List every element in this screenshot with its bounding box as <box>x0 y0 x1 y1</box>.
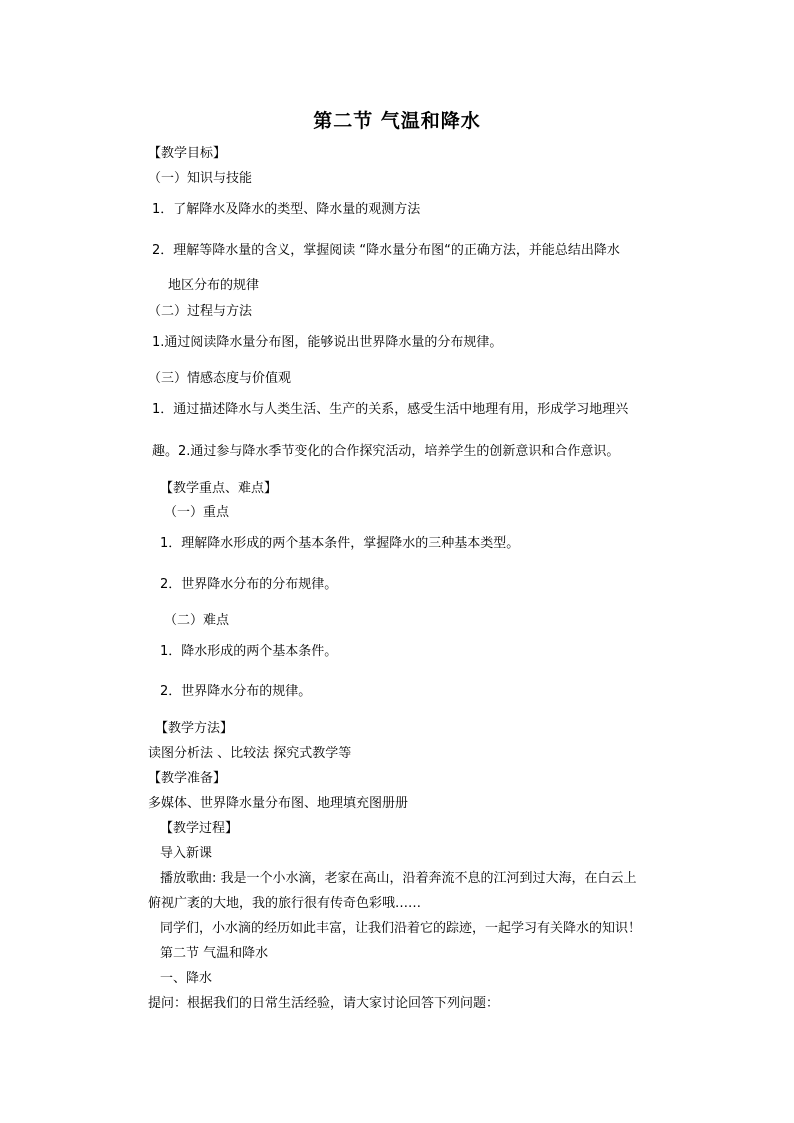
keypoints-heading: 【教学重点、难点】 <box>160 481 278 496</box>
methods-heading: 【教学方法】 <box>155 721 234 736</box>
part-1-heading: 一、降水 <box>160 971 213 986</box>
intro-paragraph-1: 播放歌曲: 我是一个小水滴，老家在高山，沿着奔流不息的江河到过大海，在白云上 <box>160 871 637 886</box>
knowledge-item-1: 1．了解降水及降水的类型、降水量的观测方法 <box>152 202 421 217</box>
process2-heading: 【教学过程】 <box>160 821 239 836</box>
process-heading: （二）过程与方法 <box>148 304 253 319</box>
difficulty-item-2: 2．世界降水分布的规律。 <box>160 684 312 699</box>
focus-item-1: 1．理解降水形成的两个基本条件，掌握降水的三种基本类型。 <box>160 536 520 551</box>
section-title: 第二节 气温和降水 <box>160 946 269 961</box>
emotion-item-1: 1．通过描述降水与人类生活、生产的关系，感受生活中地理有用，形成学习地理兴 <box>152 402 629 417</box>
prep-text: 多媒体、世界降水量分布图、地理填充图册册 <box>148 796 409 811</box>
knowledge-heading: （一）知识与技能 <box>148 171 253 186</box>
page-title: 第二节 气温和降水 <box>313 110 481 132</box>
focus-item-2: 2．世界降水分布的分布规律。 <box>160 577 338 592</box>
knowledge-item-2: 2．理解等降水量的含义，掌握阅读 “降水量分布图“的正确方法，并能总结出降水 <box>152 243 620 258</box>
methods-text: 读图分析法 、比较法 探究式教学等 <box>148 746 352 761</box>
intro-paragraph-2: 同学们，小水滴的经历如此丰富，让我们沿着它的踪迹，一起学习有关降水的知识！ <box>160 921 642 936</box>
difficulty-item-1: 1．降水形成的两个基本条件。 <box>160 644 338 659</box>
focus-heading: （一）重点 <box>164 505 230 520</box>
intro-heading: 导入新课 <box>160 846 213 861</box>
prep-heading: 【教学准备】 <box>148 771 227 786</box>
question-text: 提问：根据我们的日常生活经验，请大家讨论回答下列问题： <box>148 996 500 1011</box>
emotion-item-2: 趣。2.通过参与降水季节变化的合作探究活动，培养学生的创新意识和合作意识。 <box>152 444 620 459</box>
difficulty-heading: （二）难点 <box>164 613 230 628</box>
intro-paragraph-1-cont: 俯视广袤的大地，我的旅行很有传奇色彩哦…… <box>148 896 422 911</box>
process-item-1: 1.通过阅读降水量分布图，能够说出世界降水量的分布规律。 <box>152 335 503 350</box>
objectives-heading: 【教学目标】 <box>148 146 227 161</box>
knowledge-item-2-cont: 地区分布的规律 <box>168 278 260 293</box>
emotion-heading: （三）情感态度与价值观 <box>148 371 292 386</box>
